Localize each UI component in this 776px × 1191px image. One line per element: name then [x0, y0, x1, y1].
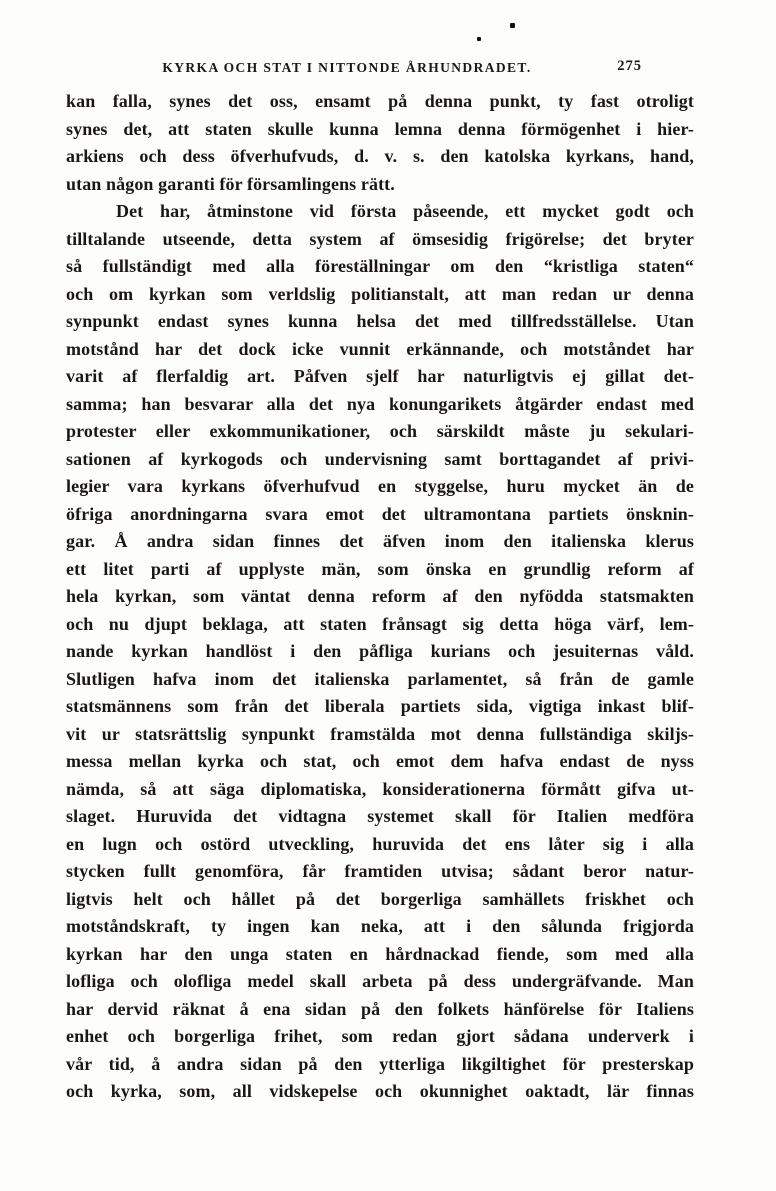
text-line: har dervid räknat å ena sidan på den folkets hänförelse för Italiens [66, 998, 694, 1019]
text-line: stycken fullt genomföra, får framtiden utvisa; sådant beror natur- [66, 861, 694, 881]
text-line: statsmännens som från det liberala partiets sida, vigtiga inkast blif- [66, 696, 694, 716]
text-line: nämda, så att säga diplomatiska, konsiderationerna förmått gifva ut- [66, 778, 694, 799]
ink-speck [477, 37, 481, 41]
text-line: synpunkt endast synes kunna helsa det med tillfredsställelse. Utan [66, 311, 694, 331]
text-line: utan någon garanti för församlingens rätt. [66, 173, 395, 194]
text-line: motstånd har det dock icke vunnit erkännande, och motståndet har [66, 338, 694, 359]
text-line: arkiens och dess öfverhufvuds, d. v. s. den katolska kyrkans, hand, [66, 146, 694, 166]
text-line: protester eller exkommunikationer, och särskildt måste ju sekulari- [66, 421, 694, 441]
text-line: vår tid, å andra sidan på den ytterliga likgiltighet för presterskap [66, 1053, 694, 1074]
running-header [66, 60, 694, 78]
text-line: motståndskraft, ty ingen kan neka, att i den sålunda frigjorda [66, 916, 694, 936]
text-line: och nu djupt beklaga, att staten frånsagt sig detta höga värf, lem- [66, 613, 694, 634]
text-line: enhet och borgerliga frihet, som redan gjort sådana underverk i [66, 1026, 694, 1046]
text-line: Slutligen hafva inom det italienska parlamentet, så från de gamle [66, 668, 694, 689]
text-line: messa mellan kyrka och stat, och emot dem hafva endast de nyss [66, 751, 694, 771]
text-line: gar. Å andra sidan finnes det äfven inom den italienska klerus [66, 531, 694, 551]
text-line: slaget. Huruvida det vidtagna systemet skall för Italien medföra [66, 806, 694, 826]
text-line: lofliga och olofliga medel skall arbeta på dess undergräfvande. Man [66, 971, 694, 991]
text-line: tilltalande utseende, detta system af ömsesidig frigörelse; det bryter [66, 228, 694, 249]
page-number: 275 [617, 58, 642, 74]
text-line: sationen af kyrkogods och undervisning samt borttagandet af privi- [66, 448, 694, 469]
text-line: ett litet parti af upplyste män, som önska en grundlig reform af [66, 558, 694, 579]
text-line: varit af flerfaldig art. Påfven sjelf har naturligtvis ej gillat det- [66, 366, 694, 386]
text-line: så fullständigt med alla föreställningar om den “kristliga staten“ [66, 256, 694, 276]
text-line: ligtvis helt och hållet på det borgerliga samhällets friskhet och [66, 888, 694, 909]
text-line: öfriga anordningarna svara emot det ultramontana partiets önsknin- [66, 503, 694, 524]
page-body [66, 88, 694, 1106]
text-line: och om kyrkan som verldslig politianstalt, att man redan ur denna [66, 283, 694, 304]
text-line: kan falla, synes det oss, ensamt på denna punkt, ty fast otroligt [66, 91, 694, 111]
text-line: kyrkan har den unga staten en hårdnackad fiende, som med alla [66, 943, 694, 964]
text-line: en lugn och ostörd utveckling, huruvida det ens låter sig i alla [66, 833, 694, 854]
text-line: hela kyrkan, som väntat denna reform af den nyfödda statsmakten [66, 586, 694, 606]
text-line: nande kyrkan handlöst i den påfliga kurians och jesuiternas våld. [66, 641, 694, 661]
text-line: vit ur statsrättslig synpunkt framstälda mot denna fullständiga skiljs- [66, 723, 694, 744]
text-line: Det har, åtminstone vid första påseende, ett mycket godt och [116, 201, 694, 221]
text-line: samma; han besvarar alla det nya konungarikets åtgärder endast med [66, 393, 694, 414]
ink-speck [510, 23, 515, 28]
text-line: legier vara kyrkans öfverhufvud en styggelse, huru mycket än de [66, 476, 694, 496]
text-line: och kyrka, som, all vidskepelse och okunnighet oaktadt, lär finnas [66, 1081, 694, 1101]
text-line: synes det, att staten skulle kunna lemna denna förmögenhet i hier- [66, 118, 694, 139]
page-title: KYRKA OCH STAT I NITTONDE ÅRHUNDRADET. [162, 60, 532, 75]
